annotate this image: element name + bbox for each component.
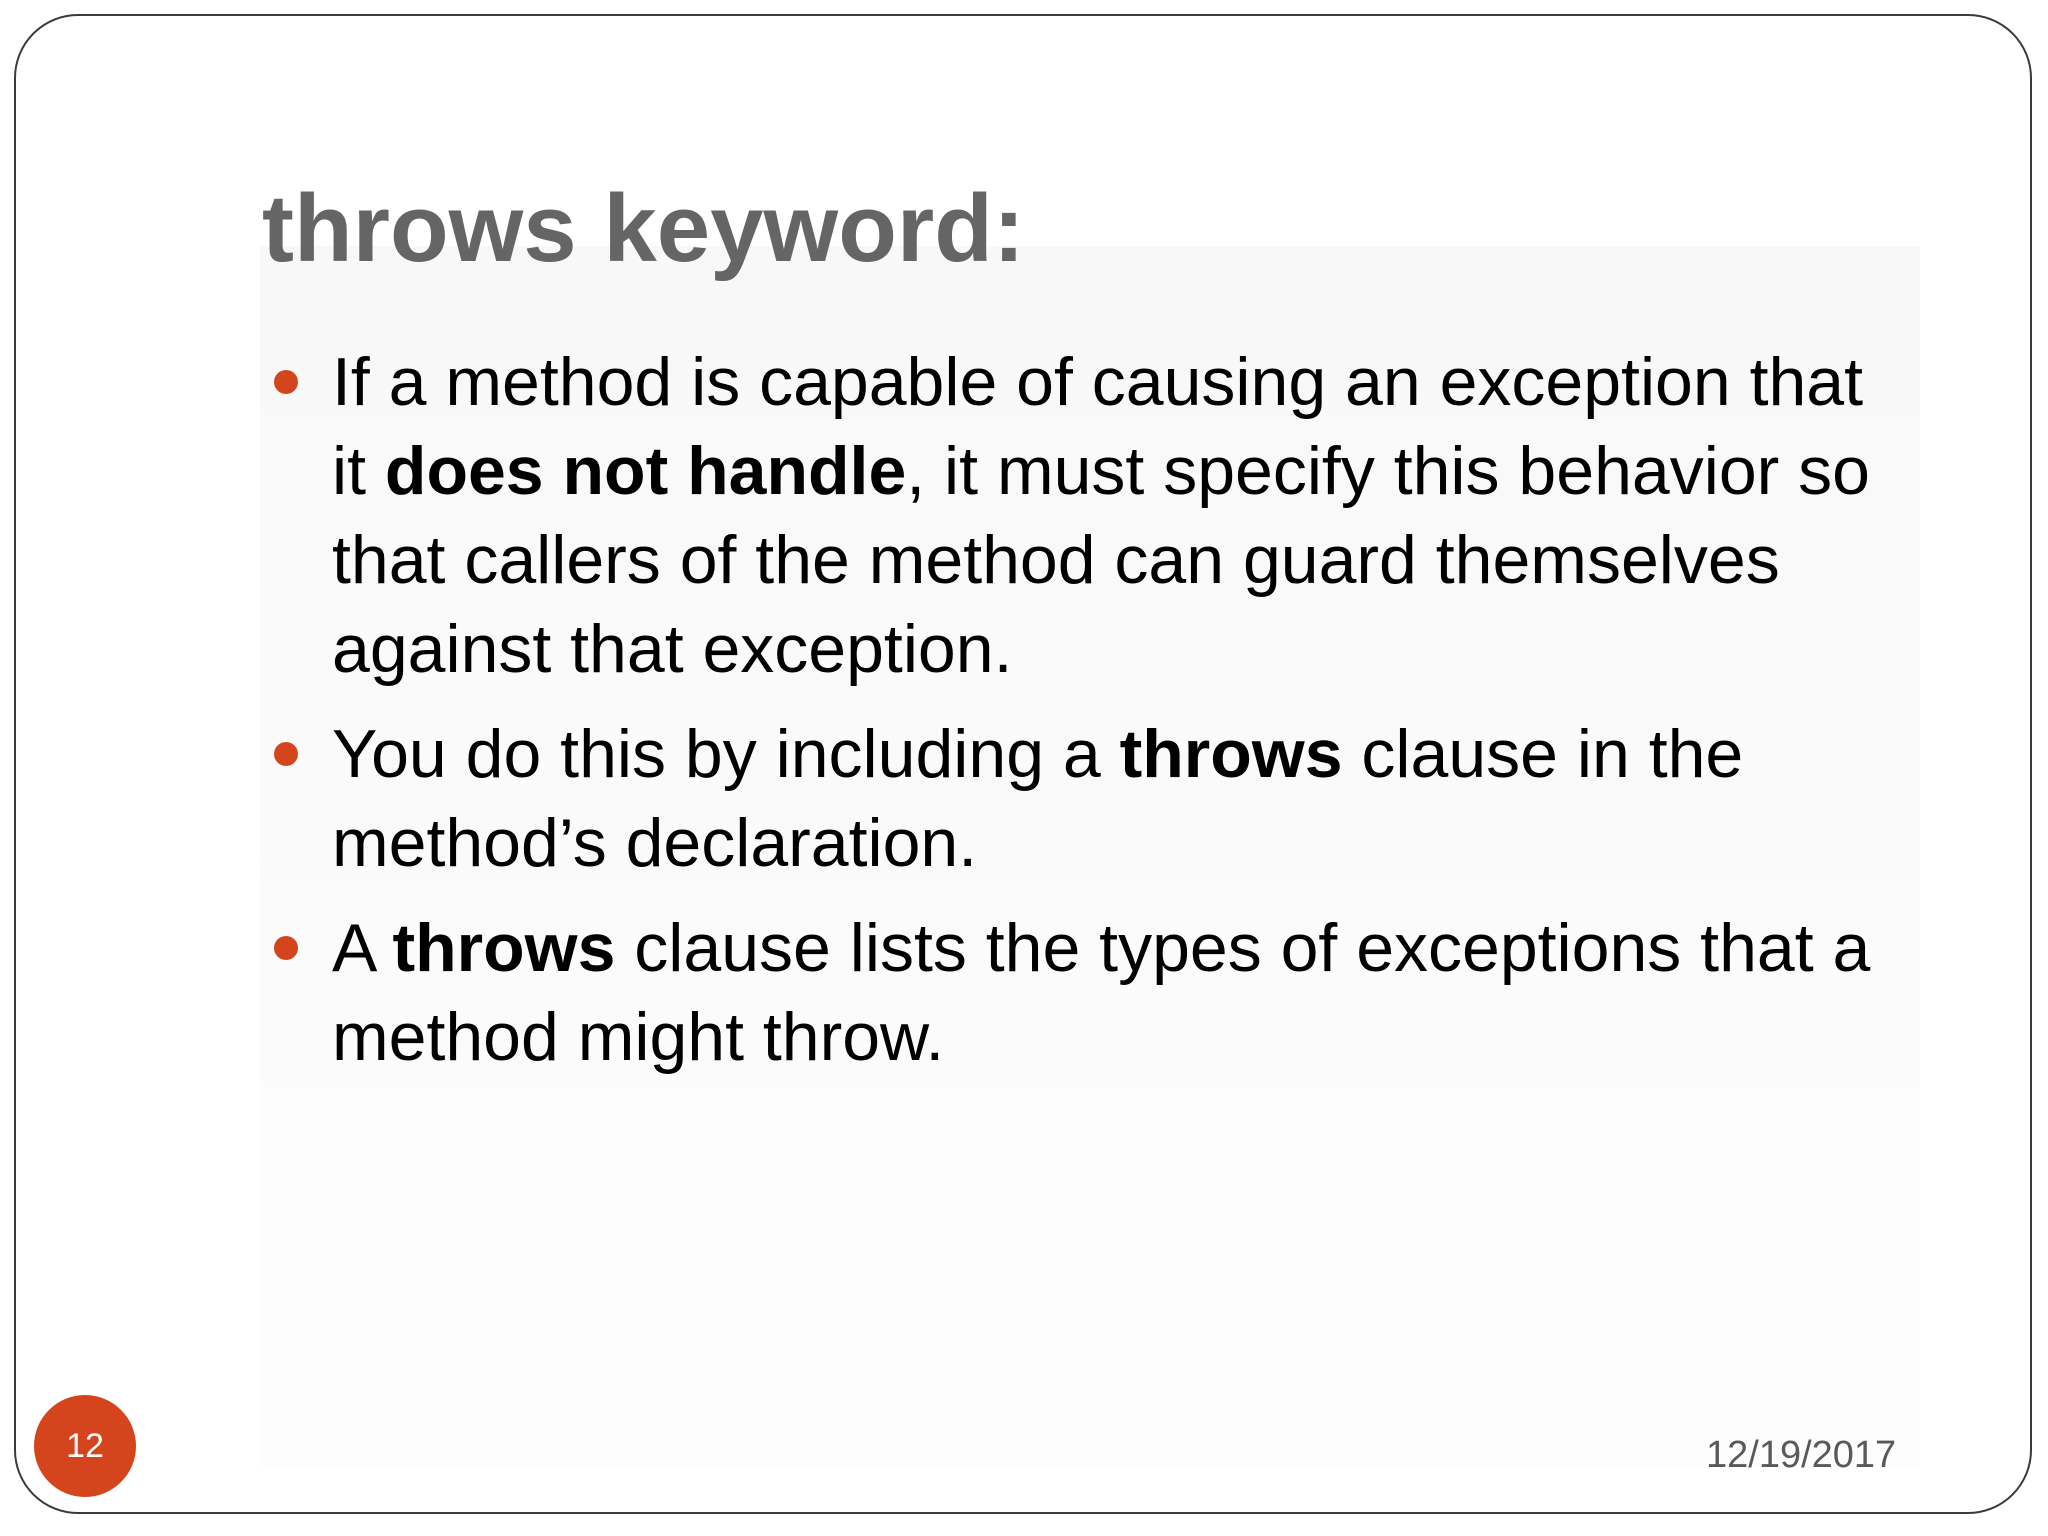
bullet-dot-icon (274, 936, 298, 960)
bullet-text-bold: throws (392, 910, 616, 986)
slide-number-badge: 12 (34, 1395, 136, 1497)
bullet-dot-icon (274, 742, 298, 766)
bullet-text-segment: , it must specify this behavior so that callers of the method can guard themselves against that exception. (332, 433, 1870, 687)
bullet-item (274, 904, 1914, 1082)
bullet-text-bold: throws (1119, 716, 1343, 792)
bullet-item (274, 338, 1914, 694)
bullet-text-segment: clause lists the types of exceptions that a method might throw. (332, 910, 1871, 1075)
bullet-list (274, 338, 1914, 1098)
bullet-item (274, 710, 1914, 888)
bullet-text-segment: clause in the method’s declaration. (332, 716, 1744, 881)
slide-date: 12/19/2017 (1706, 1434, 1897, 1476)
bullet-text-bold: does not handle (384, 433, 907, 509)
bullet-text-segment: You do this by including a (332, 716, 1120, 792)
bullet-text-segment: A (332, 910, 393, 986)
slide-frame (14, 14, 2032, 1514)
bullet-dot-icon (274, 370, 298, 394)
bullet-text-segment: If a method is capable of causing an exception that it (332, 344, 1863, 509)
slide-title: throws keyword: (262, 175, 1025, 282)
